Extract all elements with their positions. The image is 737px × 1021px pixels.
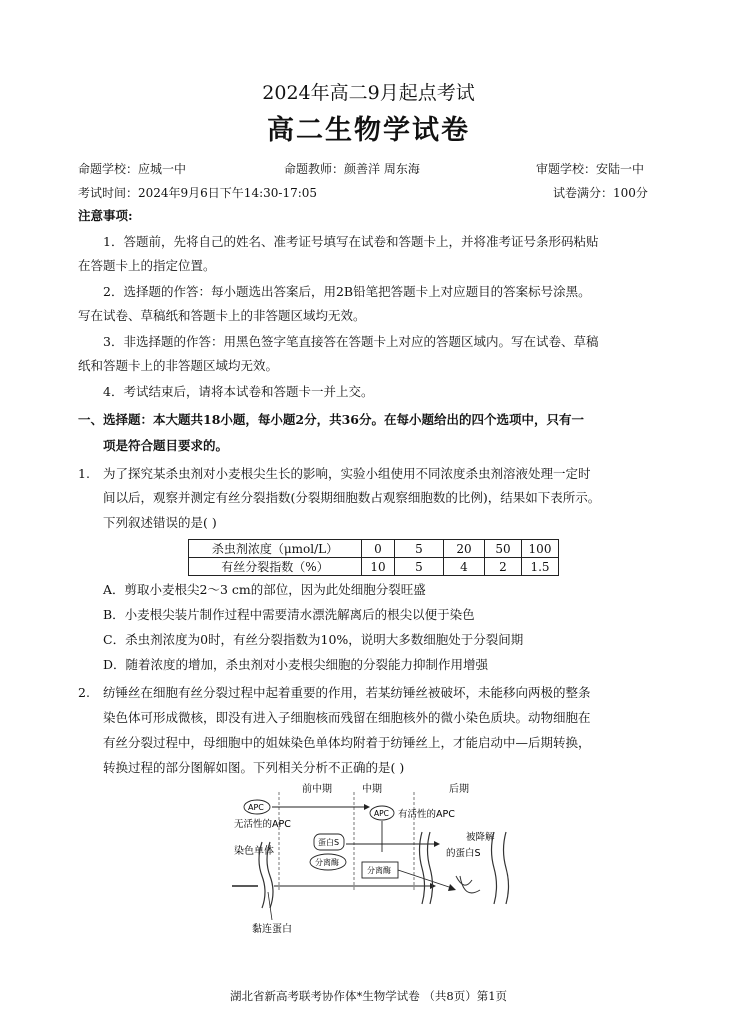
table-cell: 20 — [444, 540, 485, 558]
table-cell: 100 — [522, 540, 559, 558]
note-3b: 纸和答题卡上的非答题区域均无效。 — [78, 358, 279, 373]
time-label: 考试时间：2024年9月6日下午14:30-17:05 — [78, 186, 318, 200]
table-cell: 0 — [362, 540, 395, 558]
chromatid-shape — [420, 832, 425, 904]
chromatid-label: 染色单体 — [234, 846, 274, 857]
q2-stem-line3: 有丝分裂过程中，母细胞中的姐妹染色单体均附着于纺锤丝上，才能启动中—后期转换， — [103, 735, 591, 750]
arrow-head — [448, 884, 456, 891]
cohesin-label: 黏连蛋白 — [252, 924, 292, 935]
q1-option-c: C．杀虫剂浓度为0时，有丝分裂指数为10%，说明大多数细胞处于分裂间期 — [103, 632, 524, 647]
spindle-fiber — [456, 876, 480, 893]
q1-option-d: D．随着浓度的增加，杀虫剂对小麦根尖细胞的分裂能力抑制作用增强 — [103, 657, 489, 672]
phase-mid-label: 中期 — [362, 784, 382, 795]
note-4: 4．考试结束后，请将本试卷和答题卡一并上交。 — [103, 384, 374, 399]
notes-title: 注意事项: — [78, 208, 133, 223]
page-footer: 湖北省新高考联考协作体*生物学试卷 （共8页）第1页 — [229, 989, 508, 1003]
arrow-head — [434, 841, 440, 847]
note-2a: 2．选择题的作答：每小题选出答案后，用2B铅笔把答题卡上对应题目的答案标号涂黑。 — [103, 284, 591, 299]
table-cell: 10 — [362, 558, 395, 576]
separase1-label: 分离酶 — [315, 858, 339, 867]
table-cell: 4 — [444, 558, 485, 576]
section1-line2: 项是符合题目要求的。 — [103, 438, 229, 453]
degraded-protein-label: 的蛋白S — [446, 848, 481, 859]
q1-stem-line1: 为了探究某杀虫剂对小麦根尖生长的影响，实验小组使用不同浓度杀虫剂溶液处理一定时 — [103, 466, 591, 481]
note-1b: 在答题卡上的指定位置。 — [78, 258, 216, 273]
table-cell: 2 — [485, 558, 522, 576]
table-row — [189, 540, 559, 558]
q2-stem-line1: 纺锤丝在细胞有丝分裂过程中起着重要的作用，若某纺锤丝被破坏，未能移向两极的整条 — [103, 685, 591, 700]
section1-line1: 一、选择题：本大题共18小题，每小题2分，共36分。在每小题给出的四个选项中，只有一 — [78, 412, 584, 427]
table-row — [189, 558, 559, 576]
phase-late-label: 后期 — [449, 784, 469, 795]
mitosis-figure — [224, 780, 524, 940]
leader-line — [268, 892, 272, 920]
q1-option-b: B．小麦根尖装片制作过程中需要清水漂洗解离后的根尖以便于染色 — [103, 607, 475, 622]
chromatid-shape — [428, 832, 433, 904]
phase-early-label: 前中期 — [302, 784, 332, 795]
school-label: 命题学校：应城一中 — [78, 162, 187, 176]
note-1a: 1．答题前，先将自己的姓名、准考证号填写在试卷和答题卡上，并将准考证号条形码粘贴 — [103, 234, 599, 249]
apc2-label: APC — [374, 809, 389, 818]
table-cell: 5 — [395, 540, 444, 558]
separase2-label: 分离酶 — [367, 866, 391, 875]
note-3a: 3．非选择题的作答：用黑色签字笔直接答在答题卡上对应的答题区域内。写在试卷、草稿 — [103, 334, 599, 349]
active-apc-label: 有活性的APC — [398, 809, 455, 820]
chromatid-shape — [504, 832, 509, 904]
review-label: 审题学校：安陆一中 — [536, 162, 645, 176]
row2-label: 有丝分裂指数（%） — [189, 558, 362, 576]
protein-s-label: 蛋白S — [318, 838, 340, 847]
table-cell: 5 — [395, 558, 444, 576]
table-cell: 1.5 — [522, 558, 559, 576]
arrow-head — [364, 804, 370, 810]
subject-title: 高二生物学试卷 — [267, 115, 470, 146]
q1-number: 1. — [78, 466, 90, 481]
degraded-label: 被降解 — [466, 832, 495, 843]
score-label: 试卷满分：100分 — [553, 186, 648, 200]
inactive-apc-label: 无活性的APC — [234, 819, 291, 830]
teacher-label: 命题教师：颜善洋 周东海 — [284, 162, 420, 176]
apc-label: APC — [248, 803, 264, 812]
row1-label: 杀虫剂浓度（μmol/L） — [189, 540, 362, 558]
q2-number: 2. — [78, 685, 90, 700]
exam-title: 2024年高二9月起点考试 — [262, 82, 475, 104]
q2-stem-line2: 染色体可形成微核，即没有进入子细胞核而残留在细胞核外的微小染色质块。动物细胞在 — [103, 710, 591, 725]
q1-stem-line2: 间以后，观察并测定有丝分裂指数(分裂期细胞数占观察细胞数的比例)，结果如下表所示。 — [103, 490, 601, 505]
table-cell: 50 — [485, 540, 522, 558]
q1-option-a: A．剪取小麦根尖2～3 cm的部位，因为此处细胞分裂旺盛 — [103, 582, 426, 597]
note-2b: 写在试卷、草稿纸和答题卡上的非答题区域均无效。 — [78, 308, 366, 323]
q1-data-table — [188, 539, 559, 576]
q1-stem-line3: 下列叙述错误的是( ) — [103, 515, 217, 530]
q2-stem-line4: 转换过程的部分图解如图。下列相关分析不正确的是( ) — [103, 760, 405, 775]
